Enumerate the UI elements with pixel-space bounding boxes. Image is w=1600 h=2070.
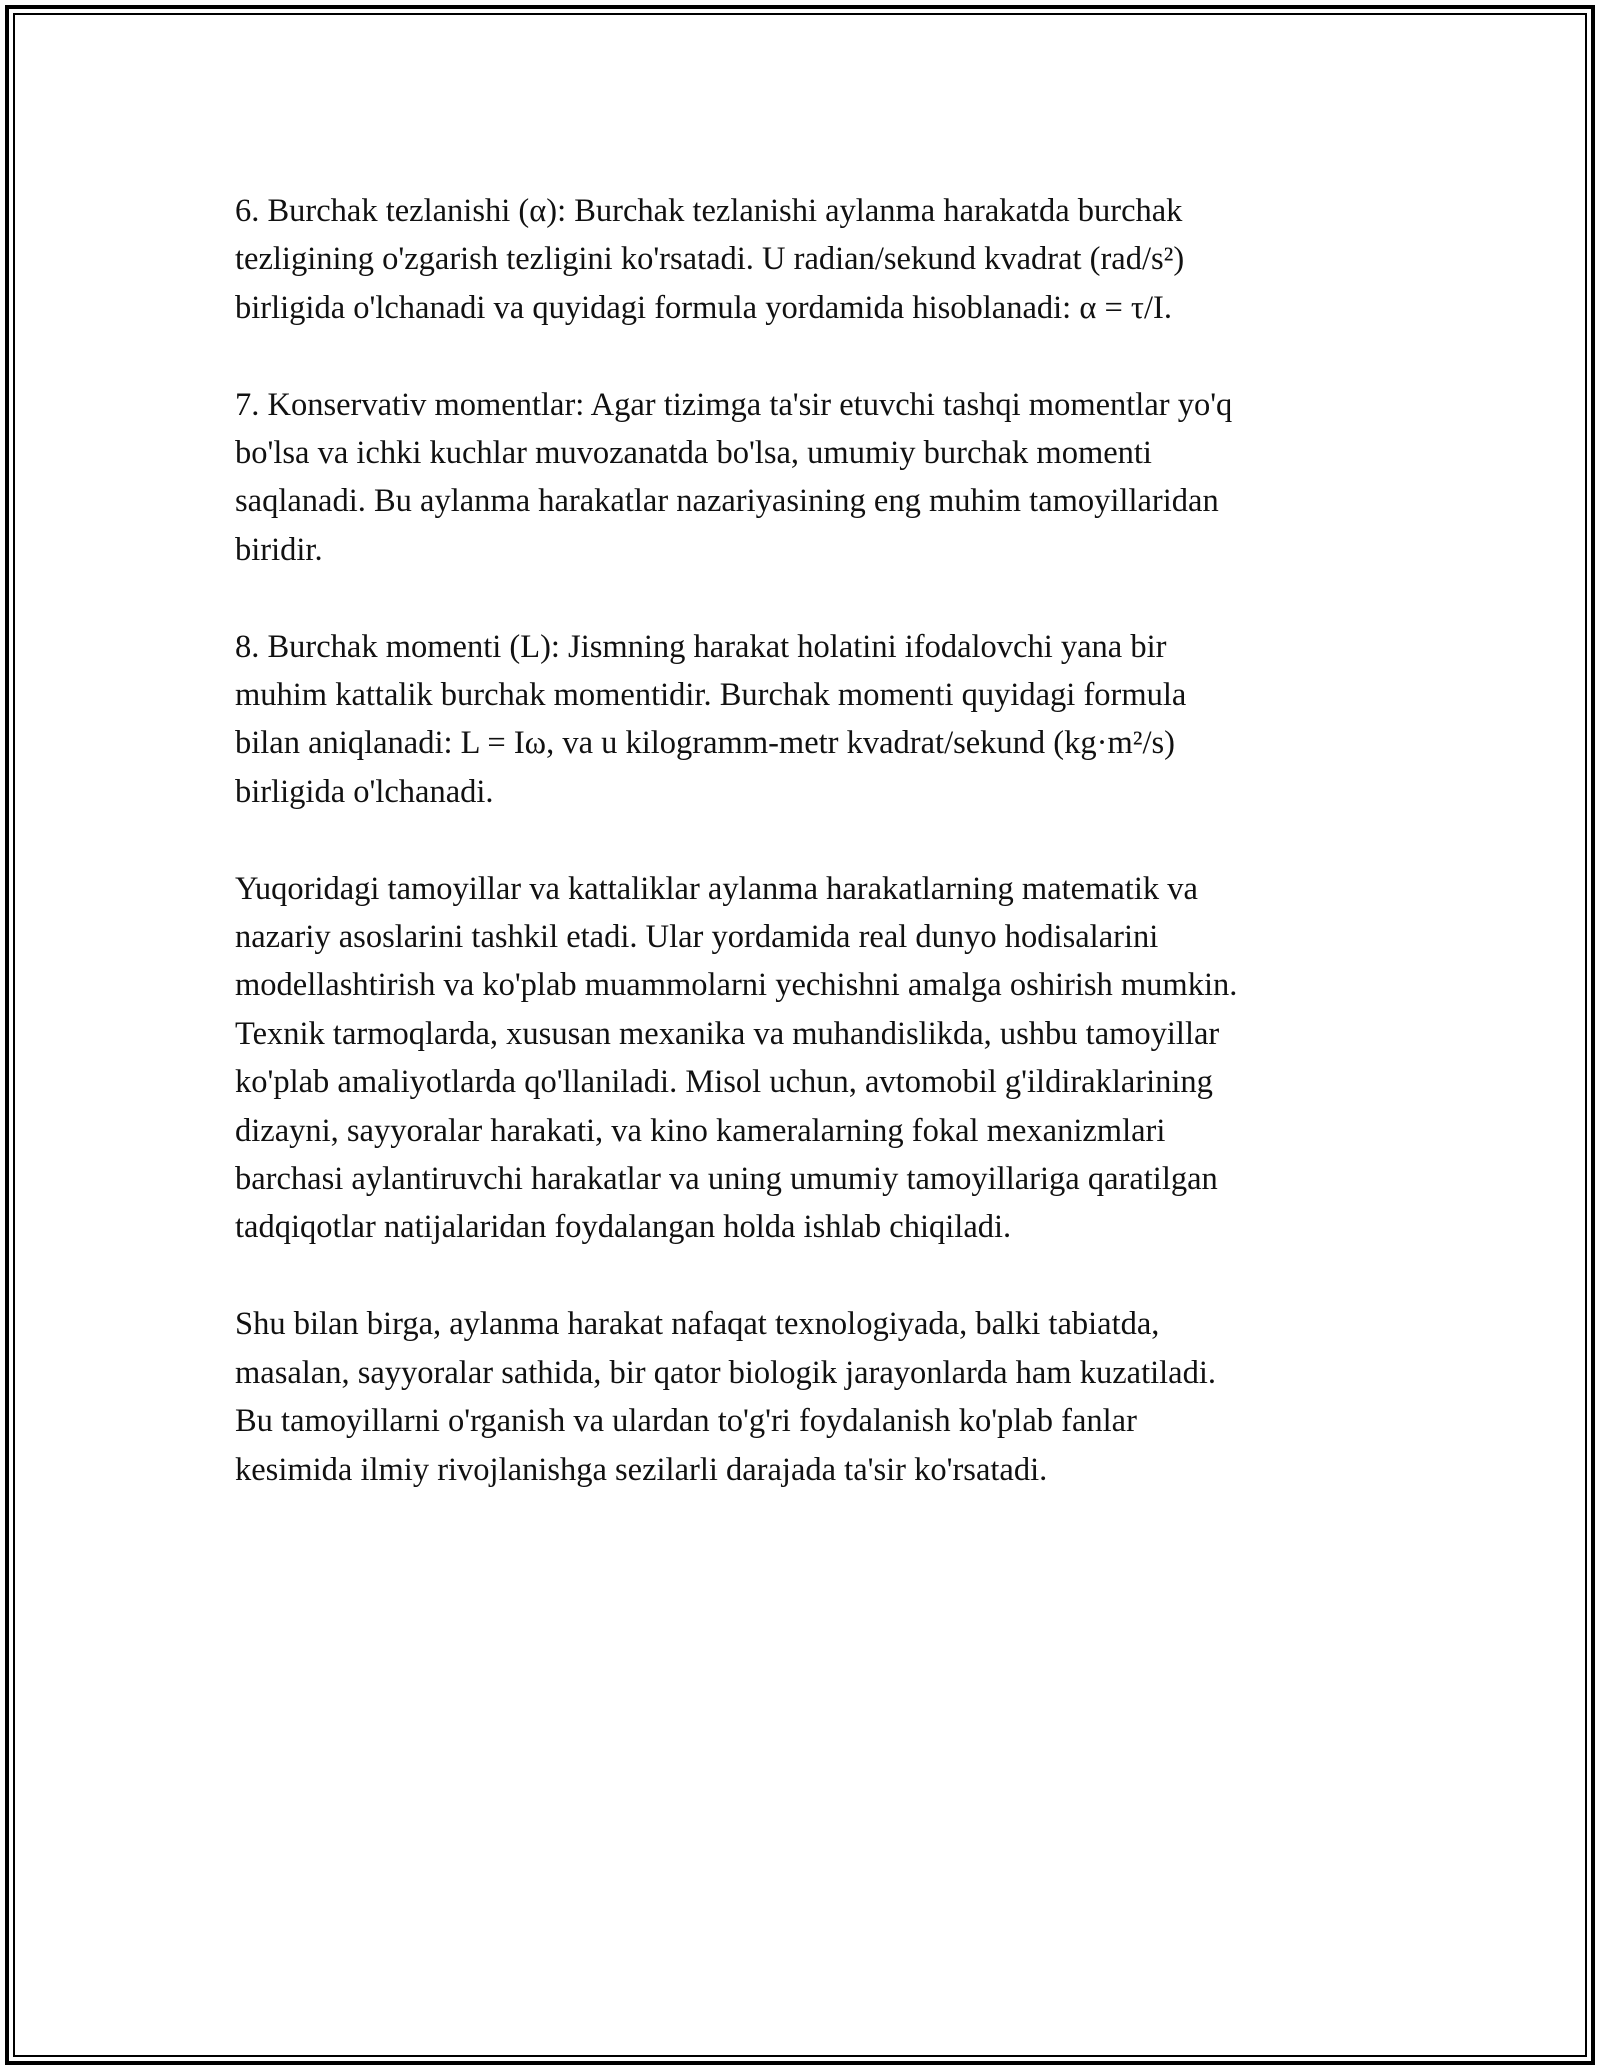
paragraph-conservative-moments: 7. Konservativ momentlar: Agar tizimga ta'sir etuvchi tashqi momentlar yo'q bo'lsa va ichki kuchlar muvozanatda bo'lsa, umumiy burchak momenti saqlanadi. Bu aylanma harakatlar nazariyasining eng muhim tamoyillaridan biridir. [235, 386, 1233, 568]
paragraph-angular-momentum: 8. Burchak momenti (L): Jismning harakat holatini ifodalovchi yana bir muhim kattalik burchak momentidir. Burchak momenti quyidagi formula bilan aniqlanadi: L = Iω, va u kilogramm-metr kvadrat/sekund (kg·m²/s) birligida o'lchanadi. [235, 628, 1187, 810]
paragraph-principles-summary: Yuqoridagi tamoyillar va kattaliklar aylanma harakatlarning matematik va nazariy asoslarini tashkil etadi. Ular yordamida real dunyo hodisalarini modellashtirish va ko'plab muammolarni yechishni amalga oshirish mumkin. Texnik tarmoqlarda, xususan mexanika va muhandislikda, ushbu tamoyillar ko'plab amaliyotlarda qo'llaniladi. Misol uchun, avtomobil g'ildiraklarining dizayni, sayyoralar harakati, va kino kameralarning fokal mexanizmlari barchasi aylantiruvchi harakatlar va uning umumiy tamoyillariga qaratilgan tadqiqotlar natijalaridan foydalangan holda ishlab chiqiladi. [235, 870, 1238, 1246]
page-content [235, 187, 1385, 1542]
paragraph-conclusion: Shu bilan birga, aylanma harakat nafaqat texnologiyada, balki tabiatda, masalan, sayyoralar sathida, bir qator biologik jarayonlarda ham kuzatiladi. Bu tamoyillarni o'rganish va ulardan to'g'ri foydalanish ko'plab fanlar kesimida ilmiy rivojlanishga sezilarli darajada ta'sir ko'rsatadi. [235, 1306, 1216, 1488]
paragraph-angular-acceleration: 6. Burchak tezlanishi (α): Burchak tezlanishi aylanma harakatda burchak tezligining o'zgarish tezligini ko'rsatadi. U radian/sekund kvadrat (rad/s²) birligida o'lchanadi va quyidagi formula yordamida hisoblanadi: α = τ/I. [235, 193, 1185, 326]
